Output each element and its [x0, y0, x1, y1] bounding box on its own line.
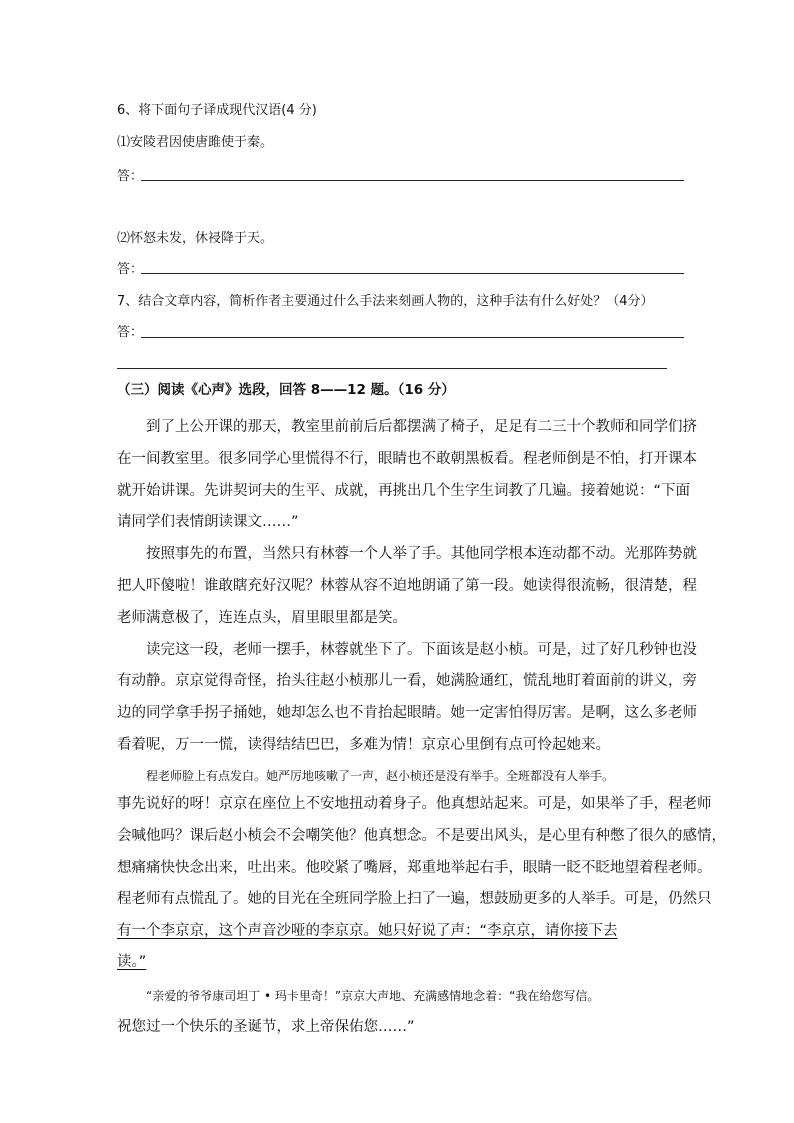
passage-line: 把人吓傻啦！谁敢瞎充好汉呢？林蓉从容不迫地朗诵了第一段。她读得很流畅，很清楚，程: [117, 578, 697, 594]
passage-line: 会喊他吗？课后赵小桢会不会嘲笑他？他真想念。不是要出风头，是心里有种憋了很久的感情，: [117, 828, 726, 844]
passage-line: 边的同学拿手拐子捅她，她却怎么也不肯抬起眼睛。她一定害怕得厉害。是啊，这么多老师: [117, 705, 697, 721]
passage-line: 按照事先的布置，当然只有林蓉一个人举了手。其他同学根本连动都不动。光那阵势就: [146, 546, 697, 562]
q6-title: 6、将下面句子译成现代汉语(4 分): [117, 103, 317, 118]
q6-answer-label-1: 答：: [117, 169, 144, 184]
passage-line: 程老师脸上有点发白。她严厉地咳嗽了一声，赵小桢还是没有举手。全班都没有人举手。: [146, 769, 615, 783]
passage-line: 读完这一段，老师一摆手，林蓉就坐下了。下面该是赵小桢。可是，过了好几秒钟也没: [146, 642, 697, 658]
q7-answer-line-1: [141, 337, 684, 338]
passage-line: 事先说好的呀！京京在座位上不安地扭动着身子。他真想站起来。可是，如果举了手，程老师: [117, 796, 712, 812]
q6-sentence-1: ⑴安陵君因使唐雎使于秦。: [117, 135, 274, 150]
passage-line: “亲爱的爷爷康司坦丁 • 玛卡里奇！”京京大声地、充满感情地念着：“我在给您写信。: [146, 989, 600, 1003]
q7-title: 7、结合文章内容，简析作者主要通过什么手法来刻画人物的，这种手法有什么好处？（4分）: [117, 294, 654, 309]
passage-line: 到了上公开课的那天，教室里前前后后都摆满了椅子，足足有二三十个教师和同学们挤: [146, 419, 697, 435]
q6-sentence-2: ⑵怀怒未发，休祲降于天。: [117, 231, 274, 246]
passage-line: 请同学们表情朗读课文……”: [117, 514, 299, 530]
q6-answer-line-1: [141, 180, 684, 181]
passage-line: 读。”: [117, 954, 147, 970]
passage-line: 看着呢，万一一慌，读得结结巴巴，多难为情！京京心里倒有点可怜起她来。: [117, 737, 610, 753]
passage-line: 程老师有点慌乱了。她的目光在全班同学脸上扫了一遍，想鼓励更多的人举手。可是，仍然只: [117, 891, 712, 907]
passage-line: 有一个李京京，这个声音沙哑的李京京。她只好说了声：“李京京，请你接下去: [117, 923, 618, 939]
passage-line: 老师满意极了，连连点头，眉里眼里都是笑。: [117, 610, 407, 626]
passage-line: 就开始讲课。先讲契诃夫的生平、成就，再挑出几个生字生词教了几遍。接着她说：“下面: [117, 483, 691, 499]
q6-answer-line-2: [141, 273, 684, 274]
q6-answer-label-2: 答：: [117, 262, 144, 277]
q7-answer-line-2: [117, 368, 667, 369]
passage-line: 在一间教室里。很多同学心里慌得不行，眼睛也不敢朝黑板看。程老师倒是不怕，打开课本: [117, 451, 697, 467]
passage-line: 祝您过一个快乐的圣诞节，求上帝保佑您……”: [117, 1019, 415, 1035]
section3-heading: （三）阅读《心声》选段，回答 8——12 题。（16 分）: [117, 382, 455, 398]
passage-line: 想痛痛快快念出来，吐出来。他咬紧了嘴唇，郑重地举起右手，眼睛一眨不眨地望着程老师。: [117, 860, 712, 876]
passage-line: 有动静。京京觉得奇怪，抬头往赵小桢那儿一看，她满脸通红，慌乱地盯着面前的讲义，旁: [117, 673, 697, 689]
q7-answer-label: 答：: [117, 325, 144, 340]
